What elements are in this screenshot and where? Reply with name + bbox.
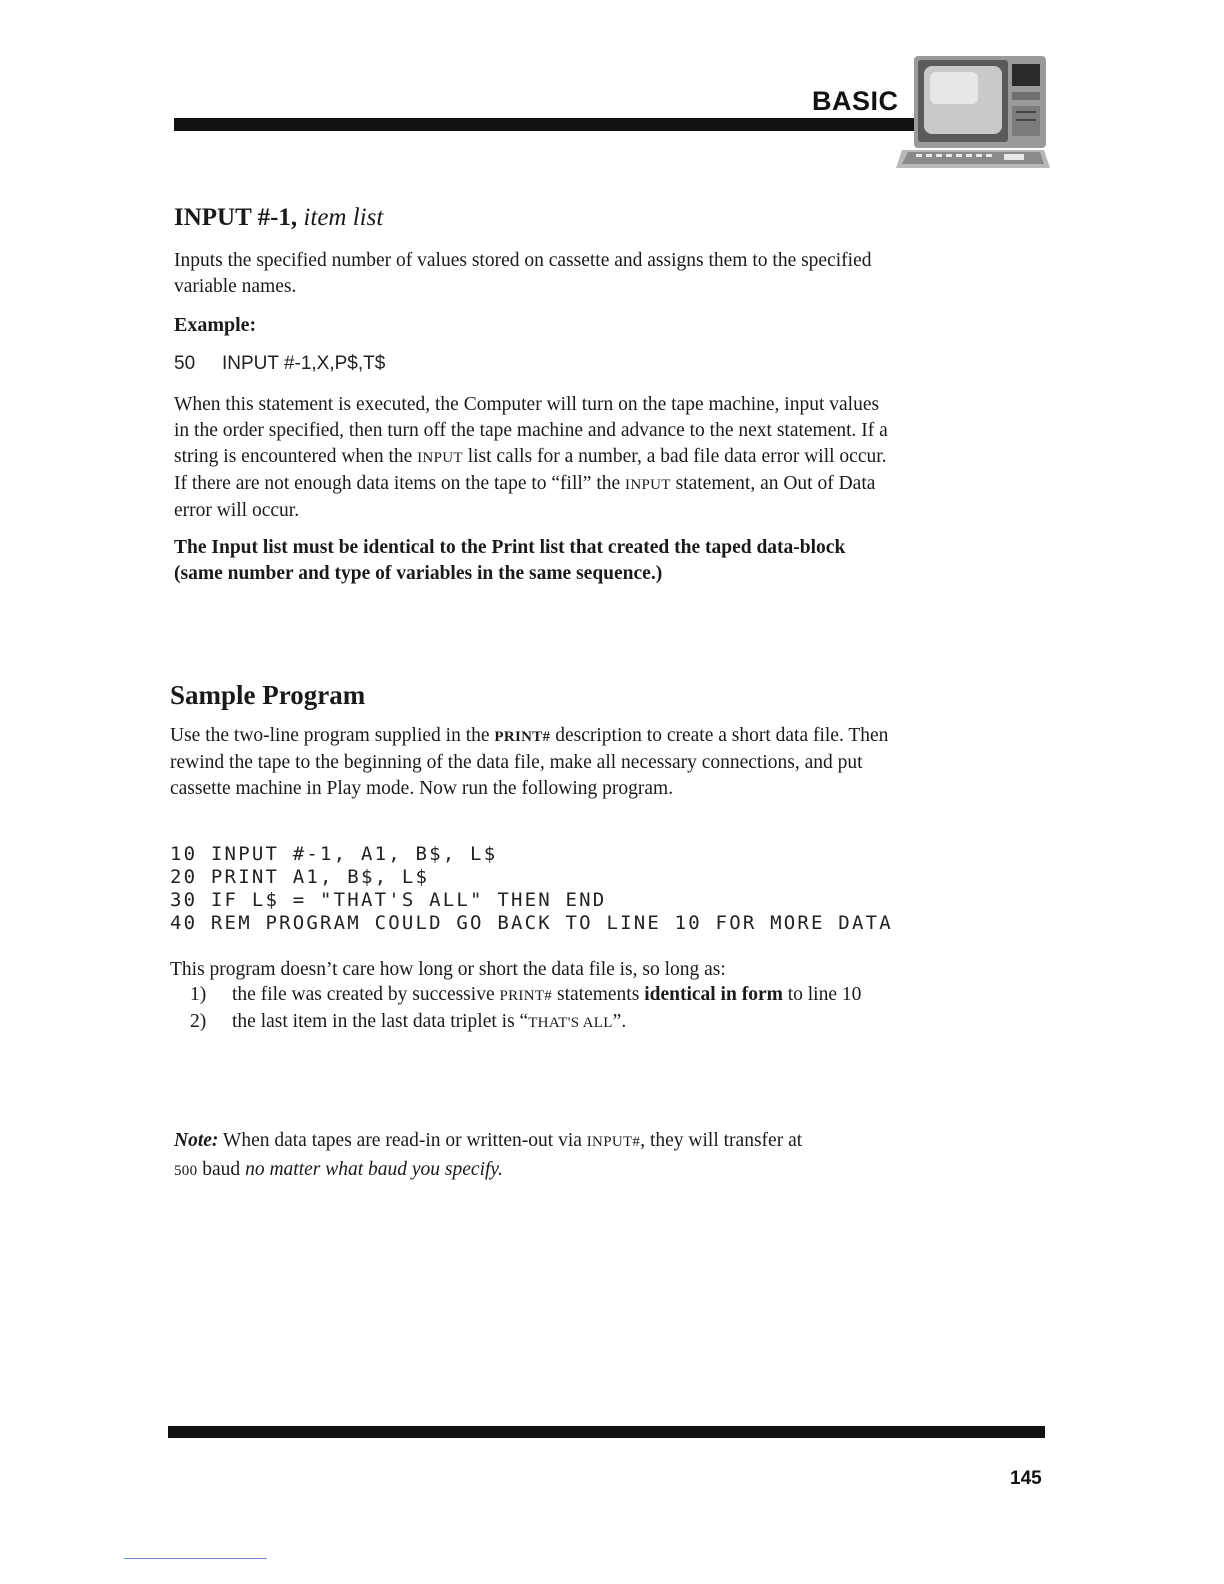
keyword-print: PRINT# [499, 988, 553, 1004]
intro-text: Use the two-line program supplied in the [170, 725, 495, 746]
scan-artifact-line [124, 1558, 267, 1559]
explanation-text: list calls for a number, a bad file data error will occur. If there are not enough data items on the tape to “fill” the [174, 446, 887, 494]
program-line: 40 REM PROGRAM COULD GO BACK TO LINE 10 FOR MORE DATA [170, 912, 893, 934]
bottom-rule [168, 1426, 1045, 1438]
condition-emphasis: identical in form [644, 984, 783, 1005]
list-item [190, 1009, 890, 1036]
input-heading [174, 204, 383, 232]
program-line: 10 INPUT #-1, A1, B$, L$ [170, 843, 498, 865]
input-warning: The Input list must be identical to the Print list that created the taped data-block (same number and type of variables in the same sequence.) [174, 537, 846, 584]
page-number: 145 [1010, 1468, 1042, 1489]
input-heading-command: INPUT #-1, [174, 204, 298, 231]
keyword-input: INPUT [417, 450, 463, 466]
top-rule [174, 118, 914, 131]
condition-text: the file was created by successive [232, 984, 500, 1005]
list-item-text [232, 982, 861, 1009]
conditions-list [190, 982, 890, 1036]
note-text: baud [197, 1159, 246, 1180]
example-label: Example: [174, 314, 257, 336]
note-label: Note: [174, 1130, 219, 1151]
example-code [174, 353, 385, 375]
note-text: , they will transfer at [640, 1130, 803, 1151]
condition-text: statements [552, 984, 645, 1005]
keyword-thats-all: THAT'S ALL [528, 1015, 613, 1031]
conditions-intro: This program doesn’t care how long or short the data file is, so long as: [170, 959, 726, 980]
section-label: BASIC [812, 86, 899, 116]
program-line: 30 IF L$ = "THAT'S ALL" THEN END [170, 889, 607, 911]
sample-program-heading: Sample Program [170, 680, 366, 710]
keyword-input: INPUT [625, 477, 671, 493]
baud-value: 500 [174, 1163, 198, 1179]
keyword-print: PRINT# [494, 729, 551, 745]
explanation-text: statement, an Out of Data error will occur. [174, 473, 876, 521]
note-text: When data tapes are read-in or written-out via [218, 1130, 587, 1151]
program-line: 20 PRINT A1, B$, L$ [170, 866, 430, 888]
list-item [190, 982, 890, 1009]
list-item-text [232, 1009, 626, 1036]
computer-icon [894, 52, 1054, 172]
input-description: Inputs the specified number of values stored on cassette and assigns them to the specified variable names. [174, 250, 872, 297]
condition-text: to line 10 [782, 984, 862, 1005]
note-paragraph [174, 1127, 914, 1185]
example-line-number: 50 [174, 353, 196, 374]
list-marker: 1) [190, 984, 207, 1005]
sample-intro [170, 723, 890, 802]
condition-text: ”. [612, 1011, 627, 1032]
list-marker: 2) [190, 1011, 207, 1032]
explanation-text: When this statement is executed, the Computer will turn on the tape machine, input values in the order specified, then turn off the tape machine and advance to the next statement. If a string is encountered when the [174, 394, 888, 467]
input-explanation [174, 392, 894, 524]
note-emphasis: no matter what baud you specify. [245, 1159, 503, 1180]
example-statement: INPUT #-1,X,P$,T$ [222, 353, 386, 374]
keyword-input: INPUT# [586, 1134, 641, 1150]
condition-text: the last item in the last data triplet is “ [232, 1011, 529, 1032]
program-listing [170, 843, 893, 935]
input-heading-param: item list [297, 204, 384, 231]
intro-text: description to create a short data file. Then rewind the tape to the beginning of the data file, make all necessary connections, and put cassette machine in Play mode. Now run the following program. [170, 725, 889, 799]
